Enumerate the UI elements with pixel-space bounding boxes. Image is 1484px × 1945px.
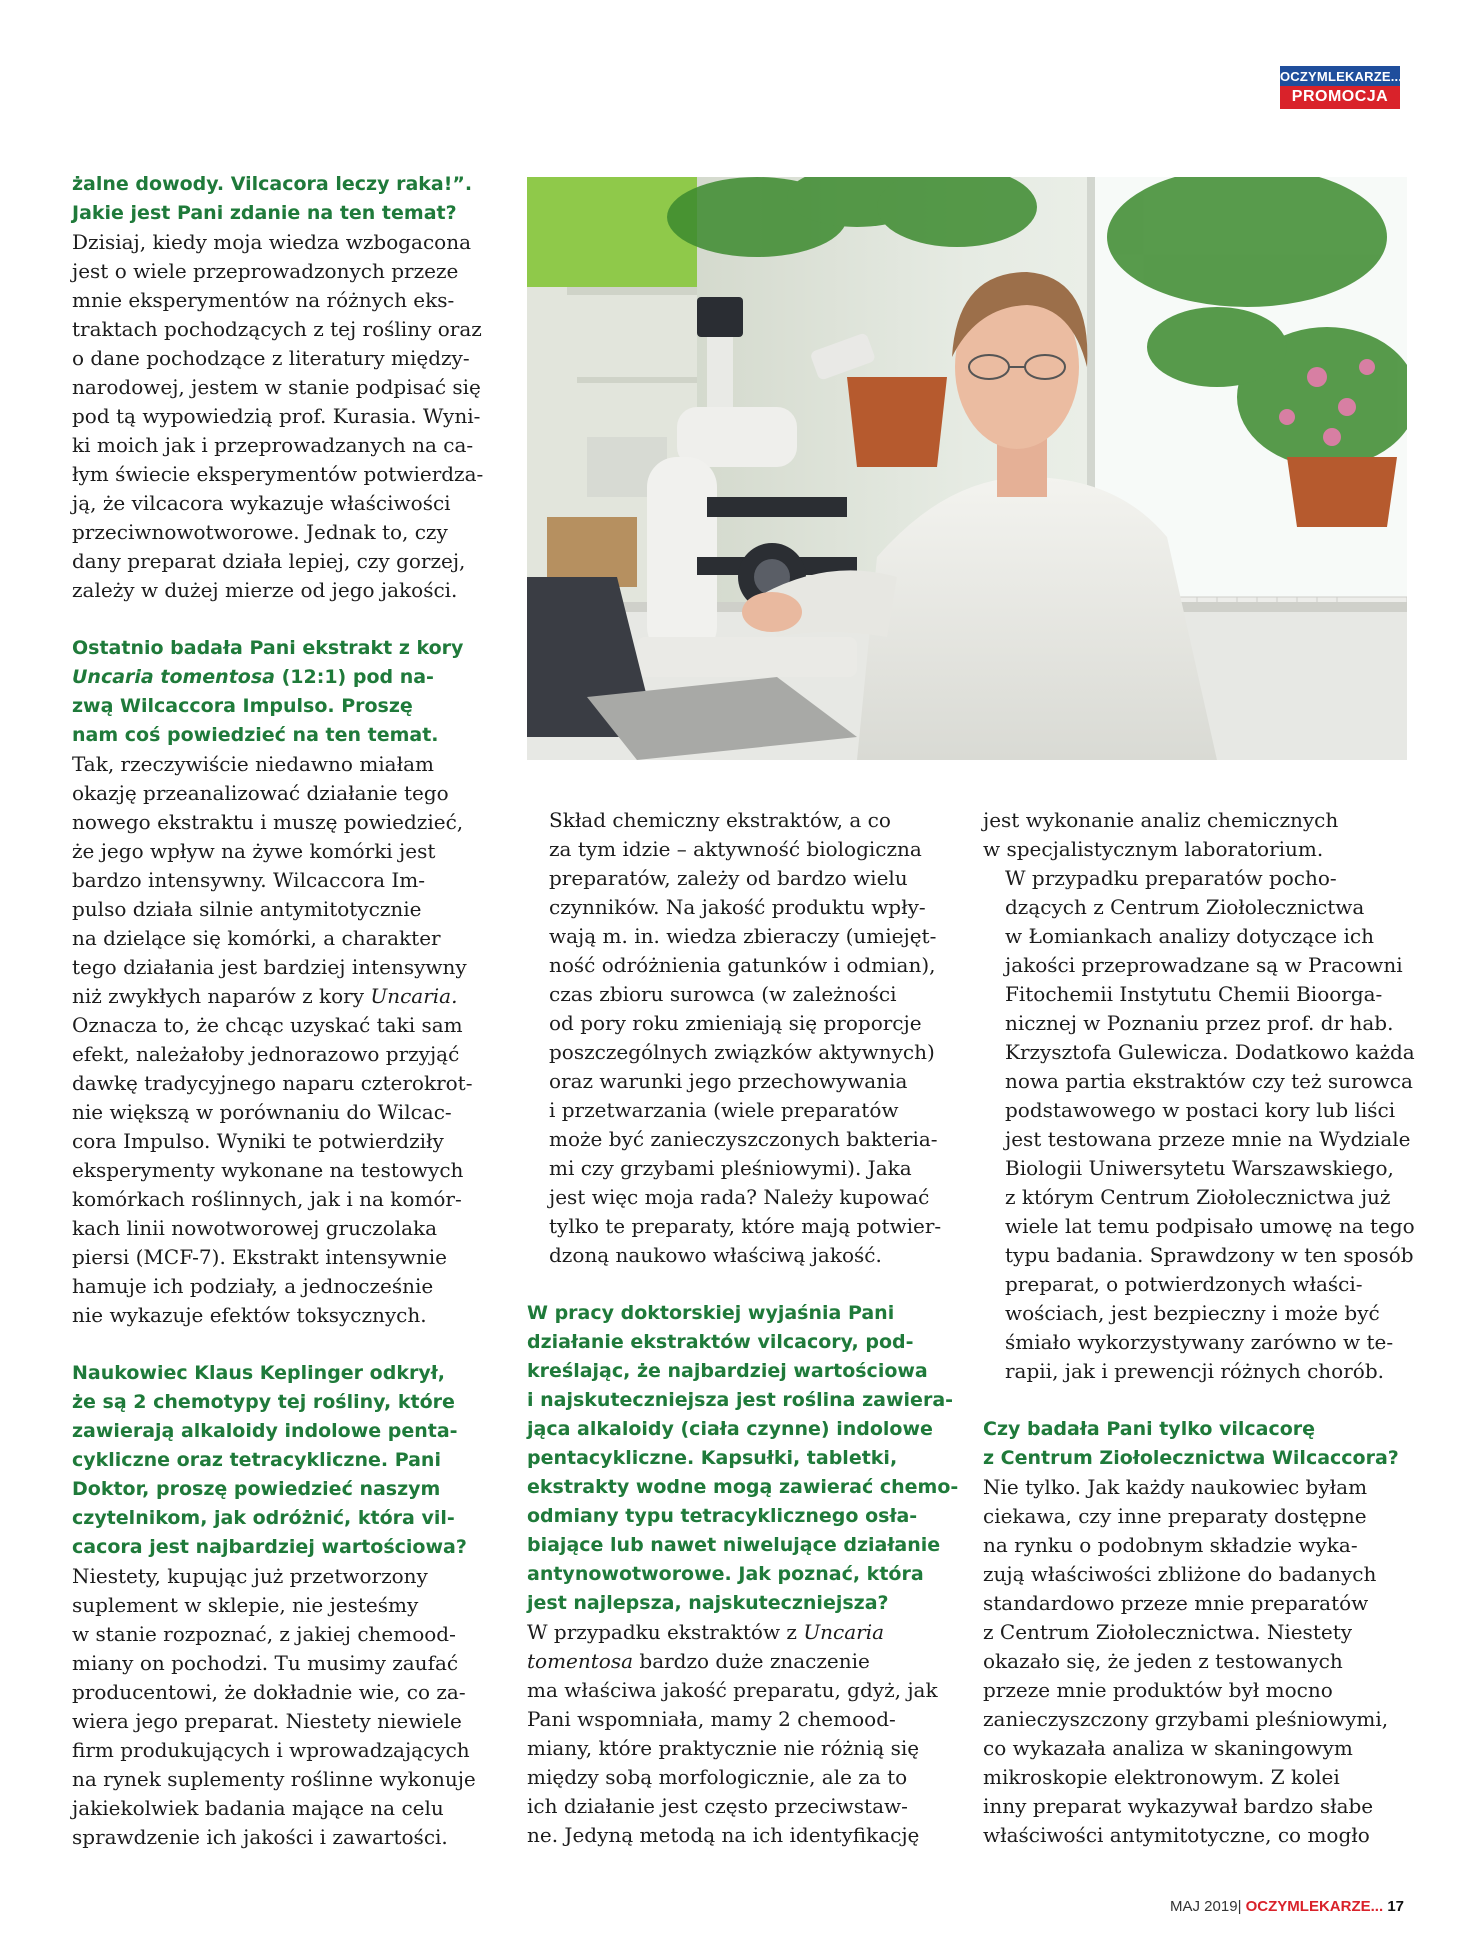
answer-1 — [72, 228, 492, 605]
text-line: mnie eksperymentów na różnych eks- — [72, 288, 455, 312]
text-line: efekt, należałoby jednorazowo przyjąć — [72, 1042, 460, 1066]
text-line: W przypadku preparatów pocho- — [1005, 866, 1337, 890]
text-line: producentowi, że dokładnie wie, co za- — [72, 1680, 466, 1704]
text-line: komórkach roślinnych, jak i na komór- — [72, 1187, 462, 1211]
column-1 — [72, 170, 492, 1852]
text-line: Pani wspomniała, mamy 2 chemood- — [527, 1707, 896, 1731]
question-2: Ostatnio badała Pani ekstrakt z kory Uncaria tomentosa (12:1) pod na- zwą Wilcaccora Impulso. Proszę nam coś powiedzieć na ten temat. — [72, 637, 464, 746]
text-line: antynowotworowe. Jak poznać, która — [527, 1563, 924, 1585]
text-line: miany, które praktycznie nie różnią się — [527, 1736, 920, 1760]
text-line: Nie tylko. Jak każdy naukowiec byłam — [983, 1475, 1368, 1499]
issue-date: MAJ 2019 — [1170, 1898, 1238, 1915]
text-line: biające lub nawet niwelujące działanie — [527, 1534, 941, 1556]
answer-5 — [983, 1473, 1423, 1850]
paragraph-composition — [527, 806, 947, 1270]
text-line: okazało się, że jeden z testowanych — [983, 1649, 1343, 1673]
text-line: działanie ekstraktów vilcacory, pod- — [527, 1331, 914, 1353]
text-line: ne. Jedyną metodą na ich identyfikację — [527, 1823, 920, 1847]
text-line: przeze mnie produktów był mocno — [983, 1678, 1333, 1702]
text-line: cora Impulso. Wyniki te potwierdziły — [72, 1129, 444, 1153]
text-line: standardowo przeze mnie preparatów — [983, 1591, 1369, 1615]
column-3 — [983, 806, 1423, 1850]
text-line: pod tą wypowiedzią prof. Kurasia. Wyni- — [72, 404, 481, 428]
text-line: czas zbioru surowca (w zależności — [549, 982, 897, 1006]
text-line: Niestety, kupując już przetworzony — [72, 1564, 428, 1588]
text-line: kach linii nowotworowej gruczolaka — [72, 1216, 438, 1240]
text-line: oraz warunki jego przechowywania — [549, 1069, 908, 1093]
text-line: nie wykazuje efektów toksycznych. — [72, 1303, 427, 1327]
text-line: że są 2 chemotypy tej rośliny, które — [72, 1391, 455, 1413]
text-line: Czy badała Pani tylko vilcacorę — [983, 1418, 1316, 1440]
text-line: typu badania. Sprawdzony w ten sposób — [1005, 1243, 1414, 1267]
text-line: właściwości antymitotyczne, co mogło — [983, 1823, 1370, 1847]
text-line: ekstrakty wodne mogą zawierać chemo- — [527, 1476, 959, 1498]
text-line: preparat, o potwierdzonych właści- — [1005, 1272, 1363, 1296]
question-4 — [527, 1299, 959, 1618]
text-line: Tak, rzeczywiście niedawno miałam — [72, 752, 434, 776]
text-line: dzoną naukowo właściwą jakość. — [549, 1243, 882, 1267]
text-line: i najskuteczniejsza jest roślina zawiera- — [527, 1389, 954, 1411]
text-line: pentacykliczne. Kapsułki, tabletki, — [527, 1447, 898, 1469]
text-line: firm produkujących i wprowadzających — [72, 1738, 470, 1762]
text-line: na dzielące się komórki, a charakter — [72, 926, 441, 950]
text-line: bardzo intensywny. Wilcaccora Im- — [72, 868, 426, 892]
text-line: miany on pochodzi. Tu musimy zaufać — [72, 1651, 459, 1675]
text-line: Fitochemii Instytutu Chemii Bioorga- — [1005, 982, 1383, 1006]
text-line: zanieczyszczony grzybami pleśniowymi, — [983, 1707, 1389, 1731]
text-line: co wykazała analiza w skaningowym — [983, 1736, 1353, 1760]
text-line: jakiekolwiek badania mające na celu — [72, 1796, 444, 1820]
text-line: ma właściwa jakość preparatu, gdyż, jak — [527, 1678, 938, 1702]
text-line: czytelnikom, jak odróżnić, która vil- — [72, 1507, 455, 1529]
column-2 — [527, 806, 959, 1850]
text-line: jest wykonanie analiz chemicznych — [983, 808, 1339, 832]
text-line: zawierają alkaloidy indolowe penta- — [72, 1420, 458, 1442]
text-line: tylko te preparaty, które mają potwier- — [549, 1214, 942, 1238]
text-line: za tym idzie – aktywność biologiczna — [549, 837, 922, 861]
text-line: nicznej w Poznaniu przez prof. dr hab. — [1005, 1011, 1394, 1035]
text-line: Oznacza to, że chcąc uzyskać taki sam — [72, 1013, 463, 1037]
text-line: mi czy grzybami pleśniowymi). Jaka — [549, 1156, 912, 1180]
text-line: czynników. Na jakość produktu wpły- — [549, 895, 926, 919]
answer-4: W przypadku ekstraktów z Uncaria tomentosa bardzo duże znaczenie ma właściwa jakość preparatu, gdyż, jak Pani wspomniała, mamy 2 chemood- miany, które praktycznie nie różnią się między sobą morfologicznie, ale za to ich działanie jest często przeciwstaw- ne. Jedyną metodą na ich identyfikację — [527, 1618, 947, 1850]
text-line: suplement w sklepie, nie jesteśmy — [72, 1593, 419, 1617]
badge-brand: OCZYMLEKARZE... — [1280, 66, 1400, 86]
text-line: jest testowana przeze mnie na Wydziale — [1005, 1127, 1411, 1151]
text-line: ność odróżnienia gatunków i odmian), — [549, 953, 936, 977]
page-footer: MAJ 2019| OCZYMLEKARZE... 17 — [1170, 1898, 1404, 1915]
text-line: na rynku o podobnym składzie wyka- — [983, 1533, 1358, 1557]
text-line: cykliczne oraz tetracykliczne. Pani — [72, 1449, 441, 1471]
text-line: rapii, jak i prewencji różnych chorób. — [1005, 1359, 1384, 1383]
text-line: łym świecie eksperymentów potwierdza- — [72, 462, 484, 486]
text-line: dzących z Centrum Ziołolecznictwa — [1005, 895, 1365, 919]
text-line: przeciwnowotworowe. Jednak to, czy — [72, 520, 448, 544]
text-line: ciekawa, czy inne preparaty dostępne — [983, 1504, 1367, 1528]
text-line: poszczególnych związków aktywnych) — [549, 1040, 935, 1064]
text-line: śmiało wykorzystywany zarówno w te- — [1005, 1330, 1394, 1354]
question-1: żalne dowody. Vilcacora leczy raka!”. Jakie jest Pani zdanie na ten temat? — [72, 173, 473, 224]
text-line: z Centrum Ziołolecznictwa Wilcaccora? — [983, 1447, 1399, 1469]
text-line: piersi (MCF-7). Ekstrakt intensywnie — [72, 1245, 448, 1269]
text-line: zują właściwości zbliżone do badanych — [983, 1562, 1377, 1586]
text-line: mikroskopie elektronowym. Z kolei — [983, 1765, 1340, 1789]
text-line: narodowej, jestem w stanie podpisać się — [72, 375, 481, 399]
text-line: cacora jest najbardziej wartościowa? — [72, 1536, 467, 1558]
text-line: kreślając, że najbardziej wartościowa — [527, 1360, 928, 1382]
text-line: wiele lat temu podpisało umowę na tego — [1005, 1214, 1415, 1238]
text-line: eksperymenty wykonane na testowych — [72, 1158, 464, 1182]
text-line: inny preparat wykazywał bardzo słabe — [983, 1794, 1374, 1818]
scientist-microscope-photo — [527, 177, 1407, 760]
text-line: sprawdzenie ich jakości i zawartości. — [72, 1825, 448, 1849]
text-line: że jego wpływ na żywe komórki jest — [72, 839, 436, 863]
text-line: podstawowego w postaci kory lub liści — [1005, 1098, 1396, 1122]
text-line: dawkę tradycyjnego naparu czterokrot- — [72, 1071, 473, 1095]
text-line: jąca alkaloidy (ciała czynne) indolowe — [527, 1418, 933, 1440]
text-line: jest więc moja rada? Należy kupować — [549, 1185, 930, 1209]
badge-label: PROMOCJA — [1280, 86, 1400, 109]
paragraph-lomianki — [983, 864, 1423, 1386]
promo-badge — [1280, 66, 1403, 109]
text-line: ki moich jak i przeprowadzanych na ca- — [72, 433, 474, 457]
text-line: na rynek suplementy roślinne wykonuje — [72, 1767, 476, 1791]
text-line: wiera jego preparat. Niestety niewiele — [72, 1709, 462, 1733]
text-line: hamuje ich podziały, a jednocześnie — [72, 1274, 434, 1298]
text-line: ich działanie jest często przeciwstaw- — [527, 1794, 908, 1818]
text-line: jest o wiele przeprowadzonych przeze — [72, 259, 459, 283]
text-line: nie większą w porównaniu do Wilcac- — [72, 1100, 452, 1124]
question-3 — [72, 1359, 492, 1562]
paragraph-analysis — [983, 806, 1423, 864]
page-number: 17 — [1387, 1898, 1404, 1915]
text-line: Naukowiec Klaus Keplinger odkrył, — [72, 1362, 445, 1384]
text-line: nowa partia ekstraktów czy też surowca — [1005, 1069, 1413, 1093]
text-line: może być zanieczyszczonych bakteria- — [549, 1127, 938, 1151]
text-line: i przetwarzania (wiele preparatów — [549, 1098, 899, 1122]
text-line: zależy w dużej mierze od jego jakości. — [72, 578, 458, 602]
text-line: Krzysztofa Gulewicza. Dodatkowo każda — [1005, 1040, 1415, 1064]
text-line: między sobą morfologicznie, ale za to — [527, 1765, 908, 1789]
text-line: jest najlepsza, najskuteczniejsza? — [527, 1592, 889, 1614]
text-line: Biologii Uniwersytetu Warszawskiego, — [1005, 1156, 1394, 1180]
text-line: okazję przeanalizować działanie tego — [72, 781, 449, 805]
text-line: wościach, jest bezpieczny i może być — [1005, 1301, 1380, 1325]
answer-2: Tak, rzeczywiście niedawno miałam okazję przeanalizować działanie tego nowego ekstraktu i muszę powiedzieć, że jego wpływ na żywe komórki jest bardzo intensywny. Wilcaccora Im- pulso działa silnie antymitotycznie na dzielące się komórki, a charakter tego działania jest bardziej intensywny niż zwykłych naparów z kory Uncaria. Oznacza to, że chcąc uzyskać taki sam efekt, należałoby jednorazowo przyjąć dawkę tradycyjnego naparu czterokrot- nie większą w porównaniu do Wilcac- cora Impulso. Wyniki te potwierdziły eksperymenty wykonane na testowych komórkach roślinnych, jak i na komór- kach linii nowotworowej gruczolaka piersi (MCF-7). Ekstrakt intensywnie hamuje ich podziały, a jednocześnie nie wykazuje efektów toksycznych. — [72, 750, 492, 1330]
answer-3 — [72, 1562, 492, 1852]
text-line: jakości przeprowadzane są w Pracowni — [1005, 953, 1403, 977]
text-line: pulso działa silnie antymitotycznie — [72, 897, 422, 921]
text-line: ją, że vilcacora wykazuje właściwości — [72, 491, 451, 515]
text-line: odmiany typu tetracyklicznego osła- — [527, 1505, 918, 1527]
text-line: w stanie rozpoznać, z jakiej chemood- — [72, 1622, 456, 1646]
text-line: dany preparat działa lepiej, czy gorzej, — [72, 549, 466, 573]
text-line: od pory roku zmieniają się proporcje — [549, 1011, 922, 1035]
text-line: Skład chemiczny ekstraktów, a co — [549, 808, 891, 832]
question-5 — [983, 1415, 1423, 1473]
text-line: Dzisiaj, kiedy moja wiedza wzbogacona — [72, 230, 472, 254]
text-line: z którym Centrum Ziołolecznictwa już — [1005, 1185, 1391, 1209]
text-line: tego działania jest bardziej intensywny — [72, 955, 467, 979]
text-line: o dane pochodzące z literatury między- — [72, 346, 470, 370]
text-line: W pracy doktorskiej wyjaśnia Pani — [527, 1302, 895, 1324]
text-line: preparatów, zależy od bardzo wielu — [549, 866, 908, 890]
text-line: wają m. in. wiedza zbieraczy (umiejęt- — [549, 924, 937, 948]
text-line: w Łomiankach analizy dotyczące ich — [1005, 924, 1374, 948]
text-line: Doktor, proszę powiedzieć naszym — [72, 1478, 441, 1500]
text-line: traktach pochodzących z tej rośliny oraz — [72, 317, 482, 341]
footer-brand: OCZYMLEKARZE... — [1245, 1898, 1384, 1915]
text-line: w specjalistycznym laboratorium. — [983, 837, 1324, 861]
text-line: z Centrum Ziołolecznictwa. Niestety — [983, 1620, 1353, 1644]
text-line: nowego ekstraktu i muszę powiedzieć, — [72, 810, 464, 834]
